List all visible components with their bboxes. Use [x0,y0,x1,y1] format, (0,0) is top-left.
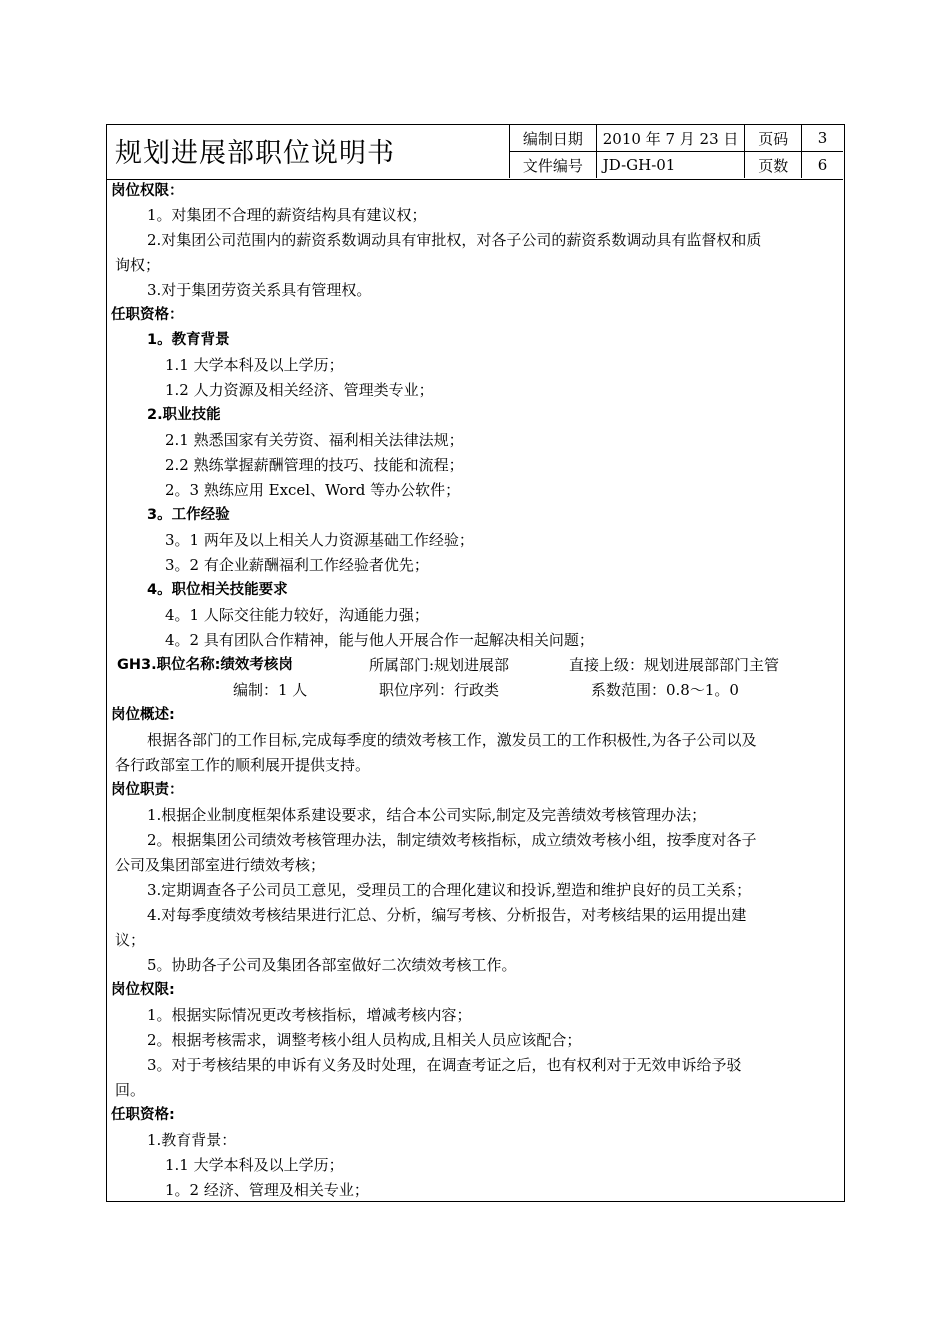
document-meta-table [509,125,843,178]
text-line: 1.教育背景： [147,1131,237,1149]
text-line: 议； [115,931,146,949]
position-name: GH3.职位名称:绩效考核岗 [117,657,293,673]
text-line: 2.对集团公司范围内的薪资系数调动具有审批权，对各子公司的薪资系数调动具有监督权和质 [147,231,762,249]
section-heading: 岗位权限： [111,183,184,199]
text-line: 各行政部室工作的顺利展开提供支持。 [115,756,371,774]
position-headcount: 编制：1 人 [233,681,308,699]
position-sequence: 职位序列：行政类 [379,681,500,699]
document-header [107,125,843,180]
text-line: 1。根据实际情况更改考核指标，增减考核内容； [147,1006,472,1024]
total-pages-label: 页数 [745,152,802,179]
position-supervisor: 直接上级：规划进展部部门主管 [569,656,780,674]
text-line: 2。根据考核需求，调整考核小组人员构成,且相关人员应该配合； [147,1031,582,1049]
text-line: 3.定期调查各子公司员工意见，受理员工的合理化建议和投诉,塑造和维护良好的员工关系； [147,881,752,899]
text-line: 1。2 经济、管理及相关专业； [165,1181,369,1199]
coefficient-range: 系数范围：0.8～1。0 [591,681,739,699]
page-label: 页码 [745,125,802,152]
text-line: 2。根据集团公司绩效考核管理办法，制定绩效考核指标，成立绩效考核小组，按季度对各子 [147,831,757,849]
section-heading: 任职资格： [111,307,184,323]
doc-number-value: JD-GH-01 [596,152,745,179]
text-line: 3。对于考核结果的申诉有义务及时处理，在调查考证之后，也有权利对于无效申诉给予驳 [147,1056,742,1074]
text-line: 1.根据企业制度框架体系建设要求，结合本公司实际,制定及完善绩效考核管理办法； [147,806,707,824]
text-line: 1.1 大学本科及以上学历； [165,1156,344,1174]
text-line: 公司及集团部室进行绩效考核； [115,856,326,874]
text-line: 3。2 有企业薪酬福利工作经验者优先； [165,556,429,574]
date-value: 2010 年 7 月 23 日 [596,125,745,152]
text-line: 2。3 熟练应用 Excel、Word 等办公软件； [165,481,461,499]
text-line: 4。2 具有团队合作精神，能与他人开展合作一起解决相关问题； [165,631,594,649]
job-description-frame [106,124,845,1202]
section-heading: 岗位职责： [111,782,184,798]
section-heading: 岗位概述: [111,707,175,723]
position-department: 所属部门:规划进展部 [369,656,510,674]
text-line: 4。1 人际交往能力较好，沟通能力强； [165,606,429,624]
section-heading: 任职资格: [111,1107,175,1123]
page-value: 3 [802,125,843,152]
sub-heading: 2.职业技能 [147,407,221,423]
sub-heading: 4。职位相关技能要求 [147,582,288,598]
text-line: 1。对集团不合理的薪资结构具有建议权； [147,206,427,224]
sub-heading: 1。教育背景 [147,332,230,348]
sub-heading: 3。工作经验 [147,507,230,523]
total-pages-value: 6 [802,152,843,179]
text-line: 4.对每季度绩效考核结果进行汇总、分析，编写考核、分析报告，对考核结果的运用提出建 [147,906,747,924]
text-line: 1.1 大学本科及以上学历； [165,356,344,374]
text-line: 回。 [115,1081,146,1099]
text-line: 5。协助各子公司及集团各部室做好二次绩效考核工作。 [147,956,517,974]
page-title: 规划进展部职位说明书 [115,138,395,169]
doc-number-label: 文件编号 [510,152,597,179]
date-label: 编制日期 [510,125,597,152]
text-line: 3。1 两年及以上相关人力资源基础工作经验； [165,531,474,549]
text-line: 1.2 人力资源及相关经济、管理类专业； [165,381,434,399]
text-line: 询权； [115,256,161,274]
text-line: 3.对于集团劳资关系具有管理权。 [147,281,372,299]
text-line: 2.2 熟练掌握薪酬管理的技巧、技能和流程； [165,456,464,474]
text-line: 根据各部门的工作目标,完成每季度的绩效考核工作，激发员工的工作积极性,为各子公司以及 [147,731,757,749]
text-line: 2.1 熟悉国家有关劳资、福利相关法律法规； [165,431,464,449]
section-heading: 岗位权限: [111,982,175,998]
